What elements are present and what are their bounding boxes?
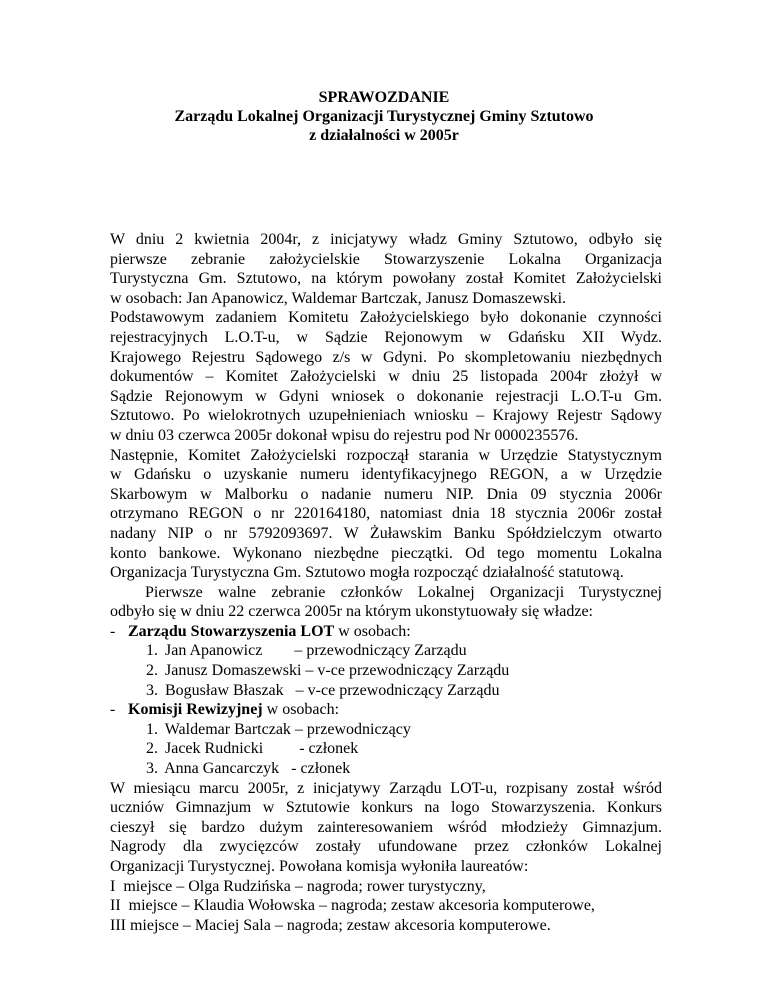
text-line: Nagrody dla zwycięzców zostały ufundowane przez członków Lokalnej — [110, 838, 662, 856]
item-number: 3. — [146, 681, 158, 699]
member-role: – przewodniczący — [294, 720, 411, 738]
list-item-audit — [110, 700, 662, 720]
member-name: Waldemar Bartczak — [164, 720, 291, 738]
item-number: 1. — [146, 720, 158, 738]
text-line: Następnie, Komitet Założycielski rozpoczął starania w Urzędzie Statystycznym — [110, 446, 662, 464]
text-line: Skarbowym w Malborku o nadanie numeru NIP. Dnia 09 stycznia 2006r — [110, 485, 662, 503]
list-item — [110, 720, 662, 740]
text-line: Sztutowo. Po wielokrotnych uzupełnieniach wniosku – Krajowy Rejestr Sądowy — [110, 407, 662, 425]
list-item — [110, 661, 662, 681]
text-line: Krajowego Rejestru Sądowego z/s w Gdyni. Po skompletowaniu niezbędnych — [110, 348, 662, 366]
text-line: Organizacji Turystycznej. Powołana komisja wyłoniła laureatów: — [110, 858, 529, 875]
spacer — [263, 740, 299, 757]
audit-heading: Komisji Rewizyjnej — [128, 701, 263, 719]
laureate-line: II miejsce – Klaudia Wołowska – nagroda; zestaw akcesoria komputerowe, — [110, 897, 595, 915]
title-line-1: SPRAWOZDANIE — [318, 89, 450, 106]
member-role: – przewodniczący Zarządu — [294, 642, 467, 660]
item-number: 1. — [146, 642, 158, 660]
document-body — [110, 230, 662, 935]
item-number: 2. — [146, 740, 158, 758]
text-line: dokumentów – Komitet Założycielski w dniu 25 listopada 2004r złożył w — [110, 368, 662, 386]
member-role: – v-ce przewodniczący Zarządu — [305, 662, 510, 680]
member-role: - członek — [291, 760, 351, 778]
board-suffix: w osobach: — [334, 622, 411, 640]
text-line: Podstawowym zadaniem Komitetu Założycielskiego było dokonanie czynności — [110, 309, 662, 327]
text-line: rejestracyjnych L.O.T-u, w Sądzie Rejonowym w Gdańsku XII Wydz. — [110, 328, 662, 346]
text-line: W miesiącu marcu 2005r, z inicjatywy Zarządu LOT-u, rozpisany został wśród — [110, 779, 662, 797]
text-line: Turystyczna Gm. Sztutowo, na którym powołany został Komitet Założycielski — [110, 270, 662, 288]
title-line-2: Zarządu Lokalnej Organizacji Turystycznej Gminy Sztutowo — [174, 108, 594, 125]
document-title — [0, 88, 768, 145]
text-line: w osobach: Jan Apanowicz, Waldemar Bartczak, Janusz Domaszewski. — [110, 289, 567, 307]
title-line-3: z działalności w 2005r — [309, 127, 459, 144]
member-role: – v-ce przewodniczący Zarządu — [295, 681, 500, 699]
text-line: w dniu 03 czerwca 2005r dokonał wpisu do rejestru pod Nr 0000235576. — [110, 426, 579, 444]
list-item-board — [110, 622, 662, 642]
list-item — [110, 759, 662, 779]
text-line: Sądzie Rejonowym w Gdyni wniosek o dokonanie rejestracji L.O.T-u Gm. — [110, 387, 662, 405]
spacer — [262, 642, 294, 659]
text-line: otrzymano REGON o nr 220164180, natomiast dnia 18 stycznia 2006r został — [110, 505, 662, 523]
member-role: - członek — [299, 740, 359, 758]
spacer — [284, 682, 296, 699]
member-name: Bogusław Błaszak — [165, 681, 284, 699]
member-name: Anna Gancarczyk — [164, 760, 280, 778]
text-line: w Gdańsku o uzyskanie numeru identyfikacyjnego REGON, a w Urzędzie — [110, 466, 662, 484]
laureate-line: I miejsce – Olga Rudzińska – nagroda; rower turystyczny, — [110, 877, 486, 895]
member-name: Jan Apanowicz — [165, 642, 263, 660]
list-item — [110, 641, 662, 661]
list-dash: - — [110, 622, 116, 640]
text-line: Organizacja Turystyczna Gm. Sztutowo mogła rozpocząć działalność statutową. — [110, 564, 624, 582]
laureate-line: III miejsce – Maciej Sala – nagroda; zestaw akcesoria komputerowe. — [110, 916, 551, 934]
text-line: uczniów Gimnazjum w Sztutowie konkurs na logo Stowarzyszenia. Konkurs — [110, 799, 662, 817]
list-dash: - — [110, 701, 116, 719]
text-line: konto bankowe. Wykonano niezbędne pieczątki. Od tego momentu Lokalna — [110, 544, 662, 562]
item-number: 3. — [146, 760, 158, 778]
text-line: odbyło się w dniu 22 czerwca 2005r na którym ukonstytuowały się władze: — [110, 603, 593, 621]
item-number: 2. — [146, 662, 158, 680]
text-line: pierwsze zebranie założycielskie Stowarzyszenie Lokalna Organizacja — [110, 250, 662, 268]
board-heading: Zarządu Stowarzyszenia LOT — [128, 622, 335, 640]
audit-suffix: w osobach: — [262, 701, 340, 719]
text-line: nadany NIP o nr 5792093697. W Żuławskim Banku Spółdzielczym otwarto — [110, 524, 662, 542]
text-line: Pierwsze walne zebranie członków Lokalnej Organizacji Turystycznej — [145, 583, 662, 601]
text-line: cieszył się bardzo dużym zainteresowaniem wśród młodzieży Gimnazjum. — [110, 818, 662, 836]
list-item — [110, 681, 662, 701]
member-name: Janusz Domaszewski — [165, 662, 302, 680]
member-name: Jacek Rudnicki — [165, 740, 264, 758]
spacer — [279, 760, 291, 777]
list-item — [110, 739, 662, 759]
text-line: W dniu 2 kwietnia 2004r, z inicjatywy władz Gminy Sztutowo, odbyło się — [110, 231, 662, 248]
